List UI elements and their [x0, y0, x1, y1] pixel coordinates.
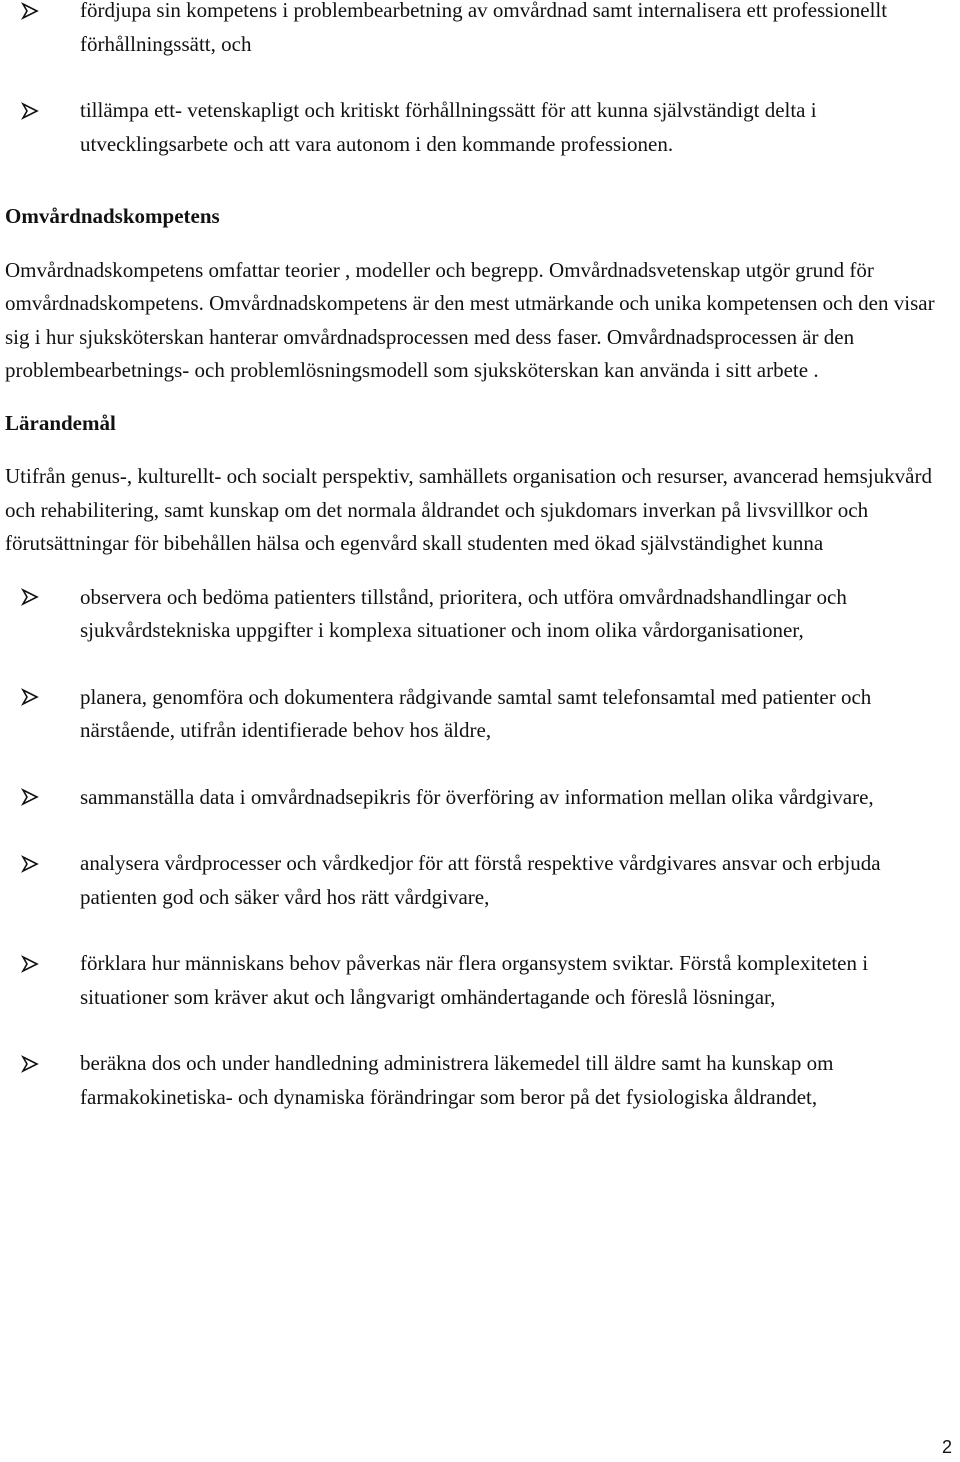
intro-bullet-item	[5, 0, 958, 61]
learning-goal-text: planera, genomföra och dokumentera rådgivande samtal samt telefonsamtal med patienter och närstående, utifrån identifierade behov hos äldre,	[80, 684, 872, 742]
learning-goal-item	[5, 681, 958, 748]
section-heading-omvardnadskompetens: Omvårdnadskompetens	[5, 204, 220, 228]
learning-goal-text: beräkna dos och under handledning administrera läkemedel till äldre samt ha kunskap om farmakokinetiska- och dynamiska förändringar som beror på det fysiologiska åldrandet,	[80, 1051, 834, 1109]
learning-goal-text: sammanställa data i omvårdnadsepikris för överföring av information mellan olika vårdgivare,	[80, 784, 874, 809]
arrowhead-bullet-icon	[21, 581, 41, 614]
learning-goal-item	[5, 947, 958, 1014]
learning-goal-item	[5, 1047, 958, 1114]
section-heading-larandemal: Lärandemål	[5, 410, 116, 435]
learning-goal-item	[5, 581, 958, 648]
page-number: 2	[941, 1437, 952, 1457]
arrowhead-bullet-icon	[21, 0, 41, 27]
intro-bullet-item	[5, 94, 958, 161]
arrowhead-bullet-icon	[21, 847, 41, 880]
intro-bullet-text: fördjupa sin kompetens i problembearbetning av omvårdnad samt internalisera ett professionellt förhållningssätt, och	[80, 0, 888, 56]
learning-goals-list	[5, 581, 958, 1115]
arrowhead-bullet-icon	[21, 947, 41, 980]
arrowhead-bullet-icon	[21, 681, 41, 714]
document-page	[5, 0, 958, 1114]
arrowhead-bullet-icon	[21, 94, 41, 127]
intro-bullet-text: tillämpa ett- vetenskapligt och kritiskt förhållningssätt för att kunna självständigt delta i utvecklingsarbete och att vara autonom i den kommande professionen.	[80, 98, 817, 156]
arrowhead-bullet-icon	[21, 781, 41, 814]
learning-goal-text: förklara hur människans behov påverkas när flera organsystem sviktar. Förstå komplexiteten i situationer som kräver akut och långvarigt omhändertagande och föreslå lösningar,	[80, 951, 869, 1009]
section-paragraph-omvardnadskompetens: Omvårdnadskompetens omfattar teorier , modeller och begrepp. Omvårdnadsvetenskap utgör grund för omvårdnadskompetens. Omvårdnadskompetens är den mest utmärkande och unika kompetensen och den visar sig i hur sjuksköterskan hanterar omvårdnadsprocessen med dess faser. Omvårdnadsprocessen är den problembearbetnings- och problemlösningsmodell som sjuksköterskan kan använda i sitt arbete .	[5, 257, 935, 382]
learning-goal-item	[5, 847, 958, 914]
section-paragraph-larandemal: Utifrån genus-, kulturellt- och socialt perspektiv, samhällets organisation och resurser, avancerad hemsjukvård och rehabilitering, samt kunskap om det normala åldrandet och sjukdomars inverkan på livsvillkor och förutsättningar för bibehållen hälsa och egenvård skall studenten med ökad självständighet kunna	[5, 464, 932, 555]
learning-goal-text: observera och bedöma patienters tillstånd, prioritera, och utföra omvårdnadshandlingar och sjukvårdstekniska uppgifter i komplexa situationer och inom olika vårdorganisationer,	[80, 584, 847, 642]
learning-goal-text: analysera vårdprocesser och vårdkedjor för att förstå respektive vårdgivares ansvar och erbjuda patienten god och säker vård hos rätt vårdgivare,	[80, 851, 881, 909]
learning-goal-item	[5, 781, 958, 815]
arrowhead-bullet-icon	[21, 1047, 41, 1080]
